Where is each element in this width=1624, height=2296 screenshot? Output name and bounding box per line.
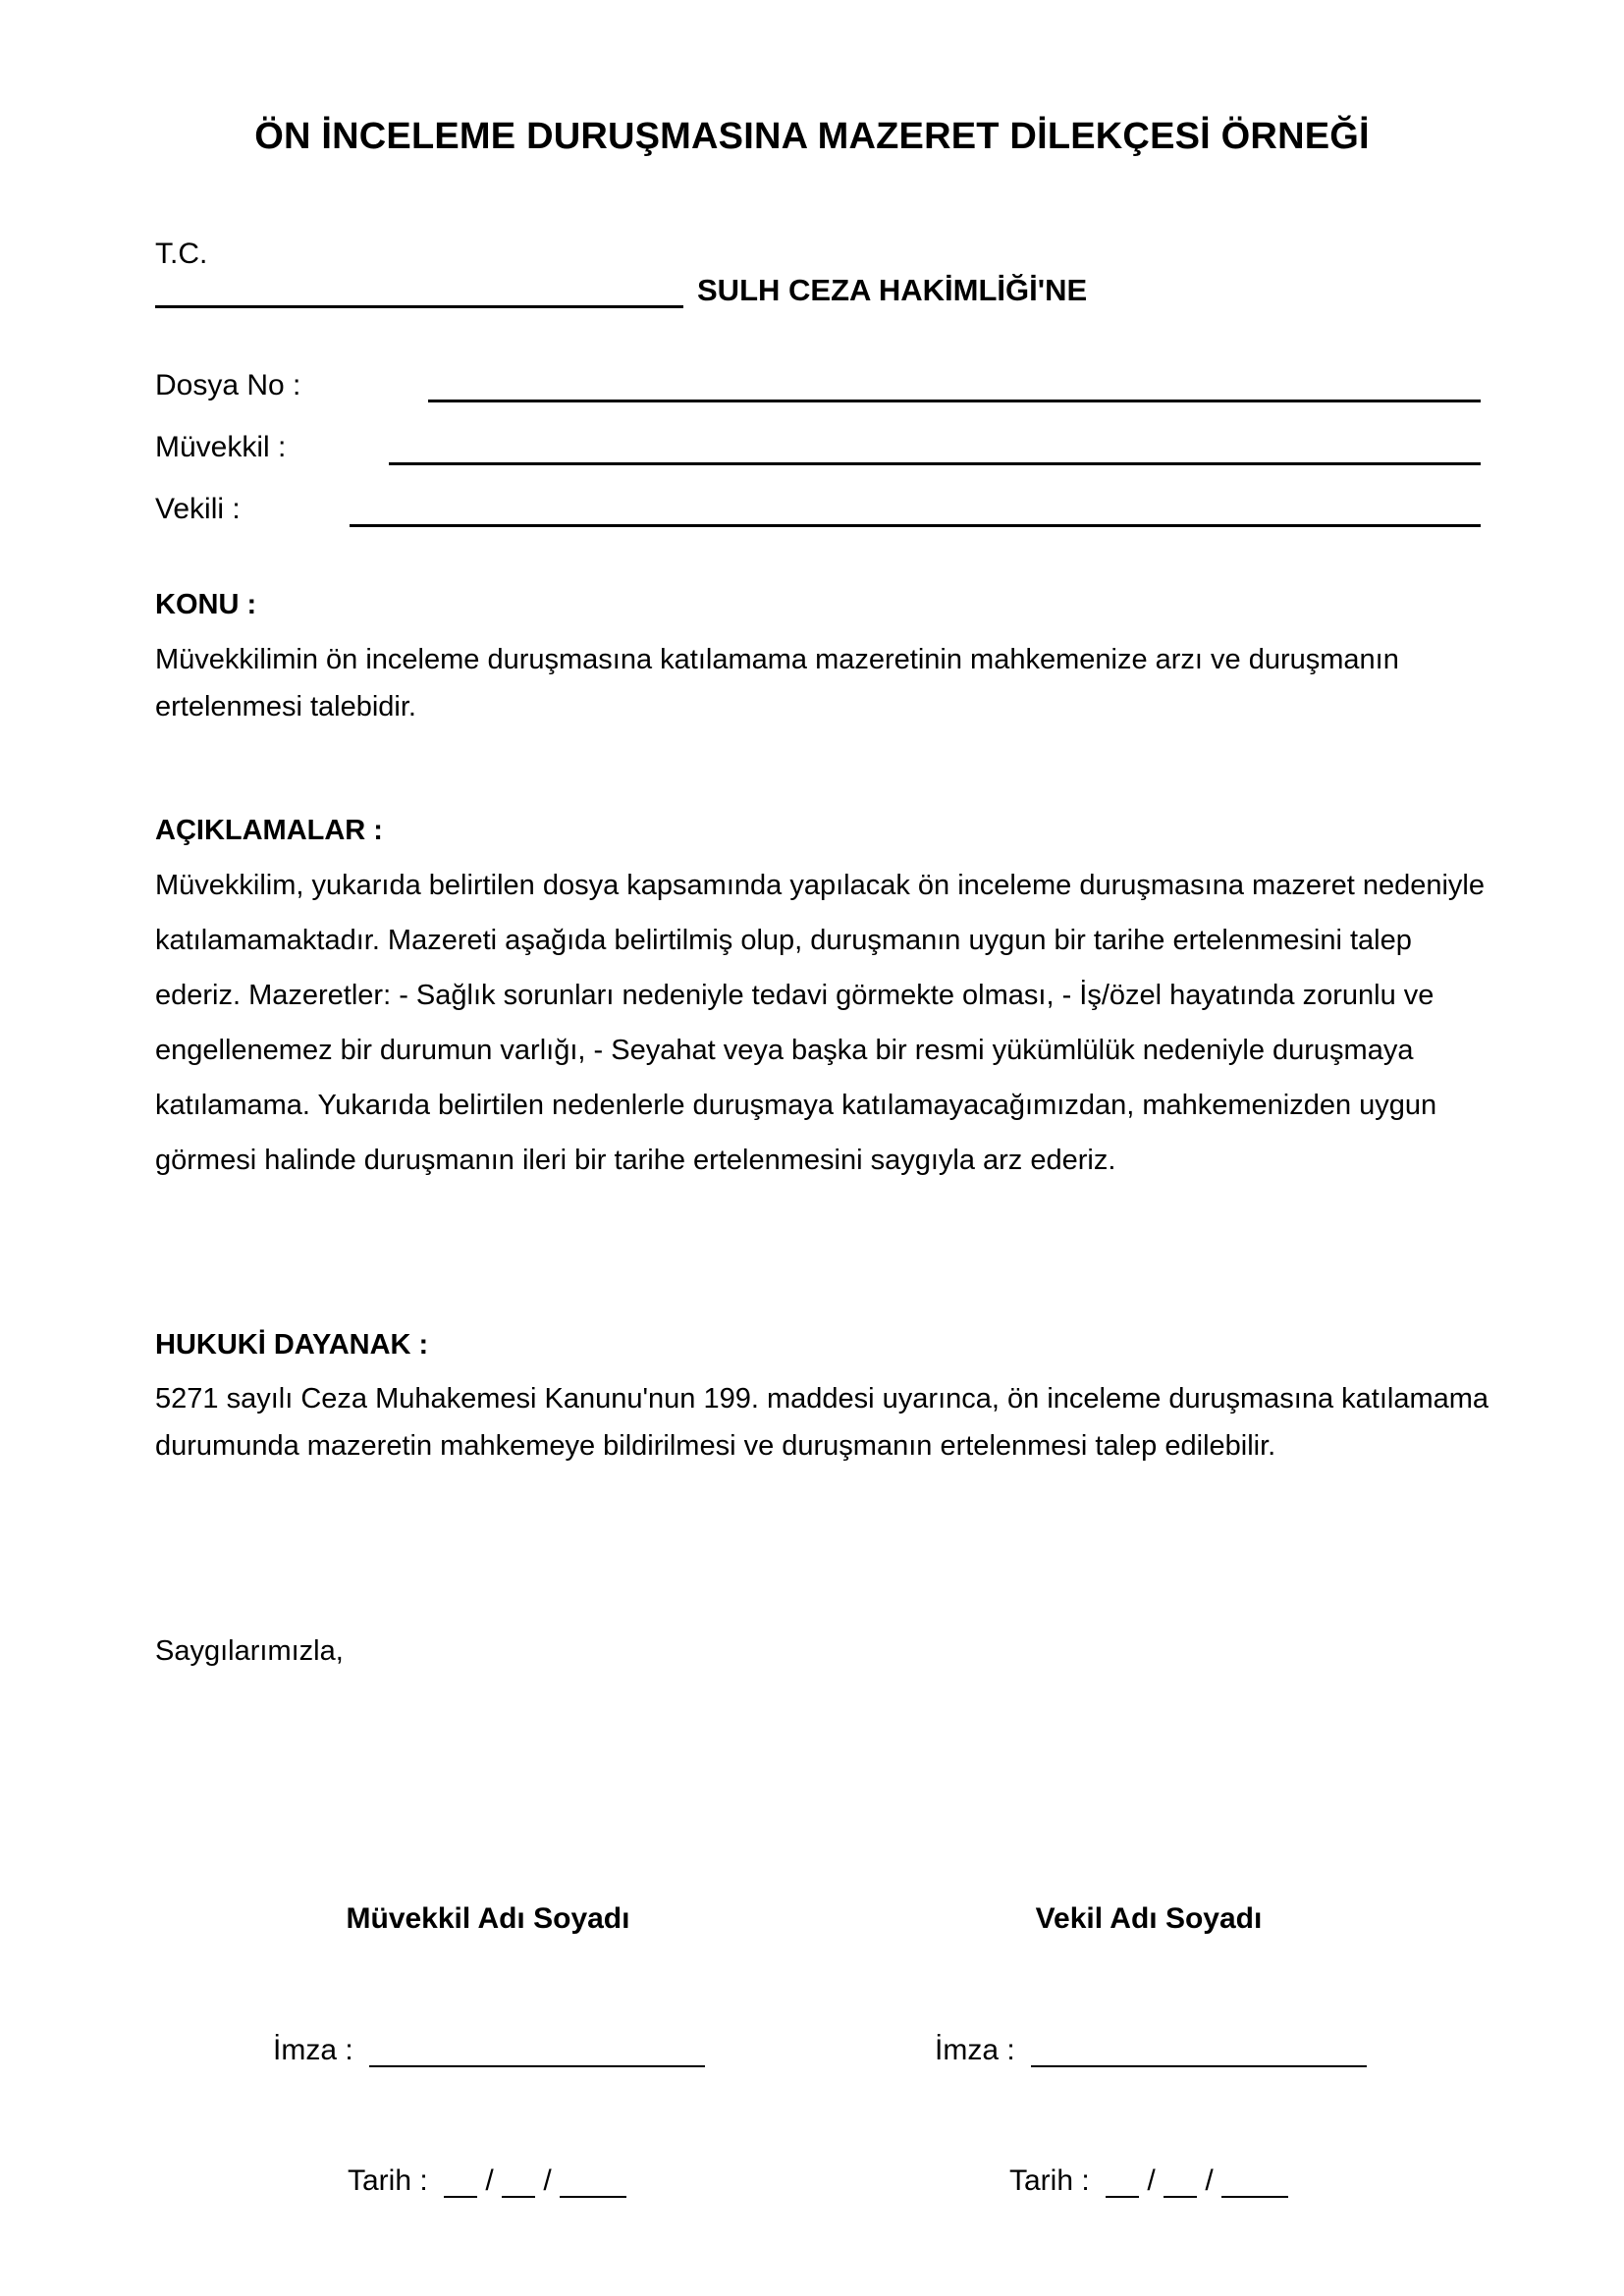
vekili-label: Vekili : <box>155 493 241 525</box>
client-imza-label: İmza : <box>273 2034 353 2066</box>
client-tarih-row <box>348 2164 626 2198</box>
attorney-tarih-label: Tarih : <box>1009 2164 1090 2197</box>
aciklamalar-text: Müvekkilim, yukarıda belirtilen dosya kapsamında yapılacak ön inceleme duruşmasına mazeret nedeniyle katılamamaktadır. Mazereti aşağıda belirtilmiş olup, duruşmanın uygun bir tarihe ertelenmesini talep ederiz. Mazeretler: - Sağlık sorunları nedeniyle tedavi görmekte olması, - İş/özel hayatında zorunlu ve engellenemez bir durumun varlığı, - Seyahat veya başka bir resmi yükümlülük nedeniyle duruşmaya katılamama. Yukarıda belirtilen nedenlerle duruşmaya katılamayacağımızdan, mahkemenizden uygun görmesi halinde duruşmanın ileri bir tarihe ertelenmesini saygıyla arz ederiz. <box>155 870 1486 1176</box>
aciklamalar-heading: AÇIKLAMALAR : <box>155 815 383 846</box>
muvekkil-line <box>389 462 1481 465</box>
court-name: SULH CEZA HAKİMLİĞİ'NE <box>697 273 1088 307</box>
client-tarih-day <box>444 2168 477 2198</box>
client-imza-line <box>369 2036 705 2067</box>
attorney-imza-line <box>1031 2036 1367 2067</box>
client-tarih-year <box>560 2168 626 2198</box>
client-signature-title: Müvekkil Adı Soyadı <box>346 1902 630 1935</box>
tc-label: T.C. <box>155 238 208 270</box>
dosya-no-label: Dosya No : <box>155 369 301 401</box>
client-tarih-sep-2: / <box>543 2164 552 2197</box>
attorney-tarih-month <box>1164 2168 1197 2198</box>
muvekkil-label: Müvekkil : <box>155 431 287 463</box>
konu-heading: KONU : <box>155 589 257 620</box>
court-blank-line <box>155 305 683 308</box>
vekili-line <box>350 524 1481 527</box>
attorney-tarih-day <box>1106 2168 1139 2198</box>
attorney-tarih-year <box>1221 2168 1288 2198</box>
client-imza-row <box>273 2034 705 2067</box>
attorney-tarih-sep-2: / <box>1205 2164 1214 2197</box>
attorney-tarih-row <box>1009 2164 1288 2198</box>
dosya-no-line <box>428 400 1481 402</box>
client-tarih-sep-1: / <box>485 2164 494 2197</box>
attorney-signature-title: Vekil Adı Soyadı <box>1035 1902 1263 1935</box>
attorney-tarih-sep-1: / <box>1147 2164 1156 2197</box>
hukuki-dayanak-text: 5271 sayılı Ceza Muhakemesi Kanunu'nun 199. maddesi uyarınca, ön inceleme duruşmasına katılamama durumunda mazeretin mahkemeye bildirilmesi ve duruşmanın ertelenmesi talep edilebilir. <box>155 1383 1489 1462</box>
closing-text: Saygılarımızla, <box>155 1635 344 1667</box>
document-title: ÖN İNCELEME DURUŞMASINA MAZERET DİLEKÇESİ ÖRNEĞİ <box>254 116 1370 157</box>
client-tarih-month <box>502 2168 535 2198</box>
hukuki-dayanak-heading: HUKUKİ DAYANAK : <box>155 1329 429 1361</box>
attorney-imza-label: İmza : <box>935 2034 1015 2066</box>
konu-text: Müvekkilimin ön inceleme duruşmasına katılamama mazeretinin mahkemenize arzı ve duruşmanın ertelenmesi talebidir. <box>155 644 1399 722</box>
attorney-imza-row <box>935 2034 1367 2067</box>
client-tarih-label: Tarih : <box>348 2164 428 2197</box>
